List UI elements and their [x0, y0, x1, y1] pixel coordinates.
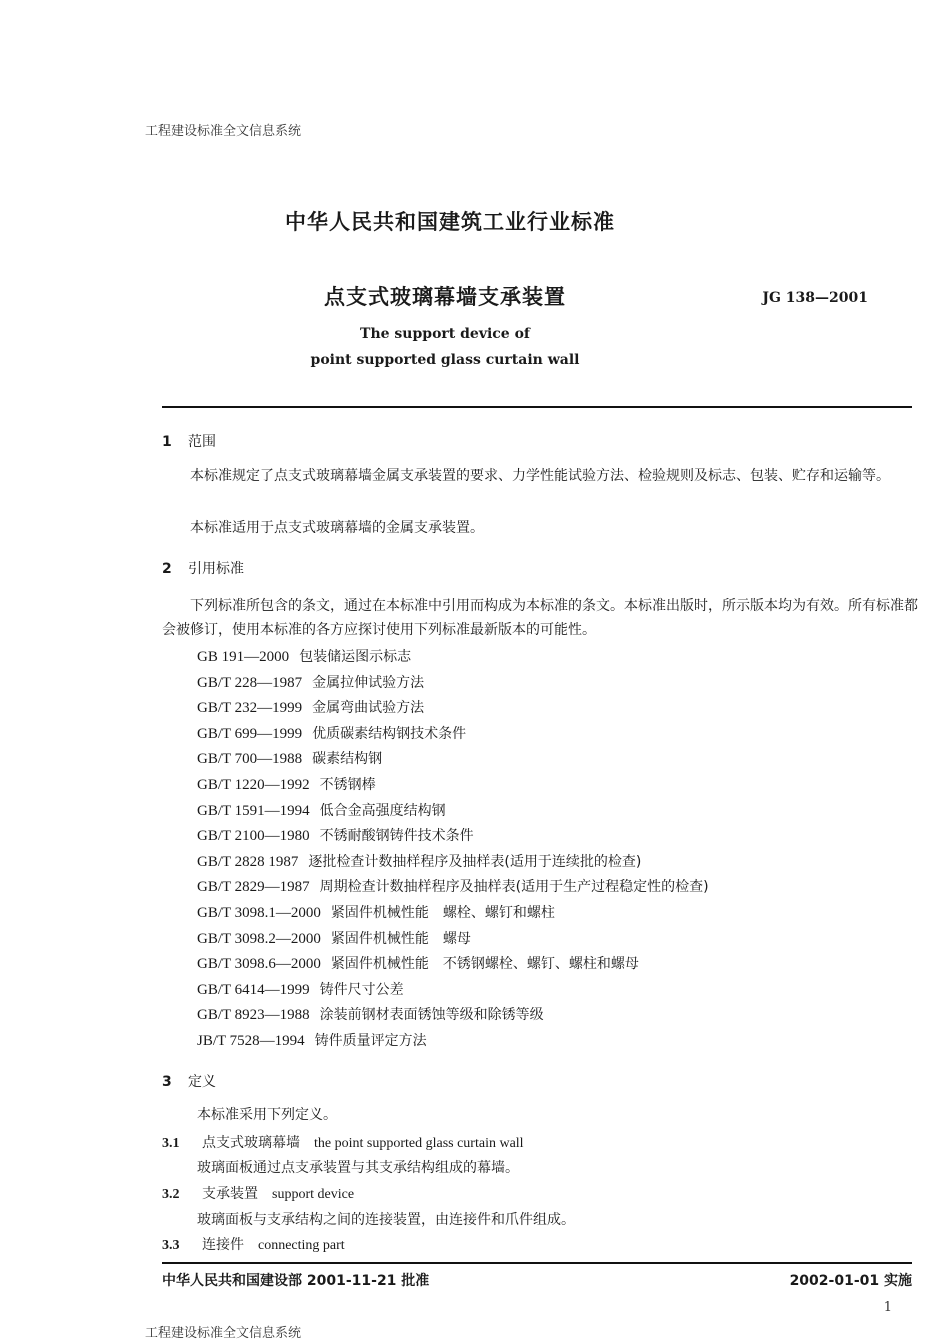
- standard-code: GB/T 1591—1994: [197, 802, 310, 819]
- section-2-paragraph: 下列标准所包含的条文，通过在本标准中引用而构成为本标准的条文。本标准出版时，所示版本均为有效。所有标准都会被修订，使用本标准的各方应探讨使用下列标准最新版本的可能性。: [162, 598, 918, 638]
- header-system-label: 工程建设标准全文信息系统: [145, 124, 302, 139]
- definition-term-en: support device: [272, 1187, 355, 1202]
- standard-code: GB/T 699—1999: [197, 725, 303, 742]
- standard-name: 周期检查计数抽样程序及抽样表(适用于生产过程稳定性的检查): [319, 879, 709, 896]
- standard-name: 金属弯曲试验方法: [312, 700, 425, 717]
- section-number: 2: [162, 561, 172, 577]
- section-1-paragraph-1: 本标准规定了点支式玻璃幕墙金属支承装置的要求、力学性能试验方法、检验规则及标志、包装、贮存和运输等。: [190, 468, 890, 484]
- section-title: 定义: [188, 1074, 216, 1090]
- standard-name: 涂装前钢材表面锈蚀等级和除锈等级: [319, 1007, 544, 1024]
- standard-code: GB/T 6414—1999: [197, 981, 310, 998]
- document-code: JG 138—2001: [762, 290, 868, 306]
- list-item: [197, 850, 709, 876]
- document-title: 点支式玻璃幕墙支承装置: [324, 285, 566, 309]
- english-title-line1: The support device of: [360, 326, 530, 342]
- list-item: [197, 747, 709, 773]
- standard-category-title: 中华人民共和国建筑工业行业标准: [285, 210, 615, 234]
- section-2-heading: [162, 558, 244, 578]
- definition-number: 3.3: [162, 1238, 180, 1253]
- standard-name: 铸件尺寸公差: [319, 981, 404, 998]
- definition-number: 3.2: [162, 1187, 180, 1202]
- standard-name: 金属拉伸试验方法: [312, 674, 425, 691]
- standard-code: GB/T 3098.1—2000: [197, 904, 321, 921]
- standard-name: 紧固件机械性能 螺栓、螺钉和螺柱: [330, 904, 555, 921]
- standard-code: GB/T 3098.2—2000: [197, 930, 321, 947]
- standard-name: 铸件质量评定方法: [314, 1032, 427, 1049]
- list-item: [197, 671, 709, 697]
- standard-code: GB/T 1220—1992: [197, 776, 310, 793]
- page-number: 1: [883, 1300, 892, 1315]
- standard-code: GB/T 2829—1987: [197, 879, 310, 896]
- standard-code: GB/T 232—1999: [197, 700, 303, 717]
- approval-date: 中华人民共和国建设部 2001-11-21 批准: [162, 1273, 430, 1289]
- list-item: [197, 1029, 709, 1055]
- standard-name: 低合金高强度结构钢: [319, 802, 446, 819]
- section-title: 范围: [188, 434, 216, 450]
- standard-code: GB/T 228—1987: [197, 674, 303, 691]
- section-number: 3: [162, 1074, 172, 1090]
- standard-name: 逐批检查计数抽样程序及抽样表(适用于连续批的检查): [308, 853, 642, 870]
- list-item: [197, 645, 709, 671]
- referenced-standards-list: [197, 645, 709, 1055]
- english-title-line2: point supported glass curtain wall: [310, 352, 580, 368]
- standard-code: GB/T 700—1988: [197, 751, 303, 768]
- standard-code: GB/T 2100—1980: [197, 828, 310, 845]
- standard-code: JB/T 7528—1994: [197, 1032, 305, 1049]
- standard-name: 紧固件机械性能 不锈钢螺栓、螺钉、螺柱和螺母: [330, 956, 639, 973]
- standard-code: GB/T 2828 1987: [197, 853, 299, 870]
- section-title: 引用标准: [188, 561, 244, 577]
- definition-3-2: [162, 1184, 354, 1205]
- footer-rule: [162, 1262, 912, 1264]
- definition-3-2-description: 玻璃面板与支承结构之间的连接装置，由连接件和爪件组成。: [197, 1212, 575, 1228]
- definition-term-en: connecting part: [258, 1238, 345, 1253]
- list-item: [197, 722, 709, 748]
- list-item: [197, 952, 709, 978]
- definition-3-1: [162, 1133, 524, 1154]
- definition-term-en: the point supported glass curtain wall: [314, 1136, 524, 1151]
- definition-3-1-description: 玻璃面板通过点支承装置与其支承结构组成的幕墙。: [197, 1160, 519, 1176]
- standard-code: GB/T 8923—1988: [197, 1007, 310, 1024]
- standard-name: 不锈钢棒: [319, 776, 376, 793]
- standard-code: GB/T 3098.6—2000: [197, 956, 321, 973]
- list-item: [197, 875, 709, 901]
- section-number: 1: [162, 434, 172, 450]
- footer-system-label: 工程建设标准全文信息系统: [145, 1326, 302, 1341]
- standard-code: GB 191—2000: [197, 649, 290, 665]
- section-3-heading: [162, 1071, 216, 1091]
- standard-name: 优质碳素结构钢技术条件: [312, 725, 467, 742]
- standard-name: 紧固件机械性能 螺母: [330, 930, 471, 947]
- definition-term-cn: 连接件: [202, 1237, 244, 1253]
- section-3-intro: 本标准采用下列定义。: [197, 1107, 337, 1123]
- standard-name: 碳素结构钢: [312, 751, 383, 768]
- effective-date: 2002-01-01 实施: [789, 1273, 912, 1289]
- list-item: [197, 824, 709, 850]
- list-item: [197, 773, 709, 799]
- list-item: [197, 799, 709, 825]
- list-item: [197, 978, 709, 1004]
- definition-term-cn: 点支式玻璃幕墙: [202, 1135, 300, 1151]
- section-1-paragraph-2: 本标准适用于点支式玻璃幕墙的金属支承装置。: [190, 520, 484, 536]
- definition-3-3: [162, 1235, 345, 1256]
- definition-term-cn: 支承装置: [202, 1186, 258, 1202]
- standard-name: 不锈耐酸钢铸件技术条件: [319, 828, 474, 845]
- definition-number: 3.1: [162, 1136, 180, 1151]
- standard-name: 包装储运图示标志: [299, 649, 412, 665]
- list-item: [197, 927, 709, 953]
- section-1-heading: [162, 431, 216, 451]
- header-rule: [162, 406, 912, 408]
- list-item: [197, 1003, 709, 1029]
- list-item: [197, 901, 709, 927]
- list-item: [197, 696, 709, 722]
